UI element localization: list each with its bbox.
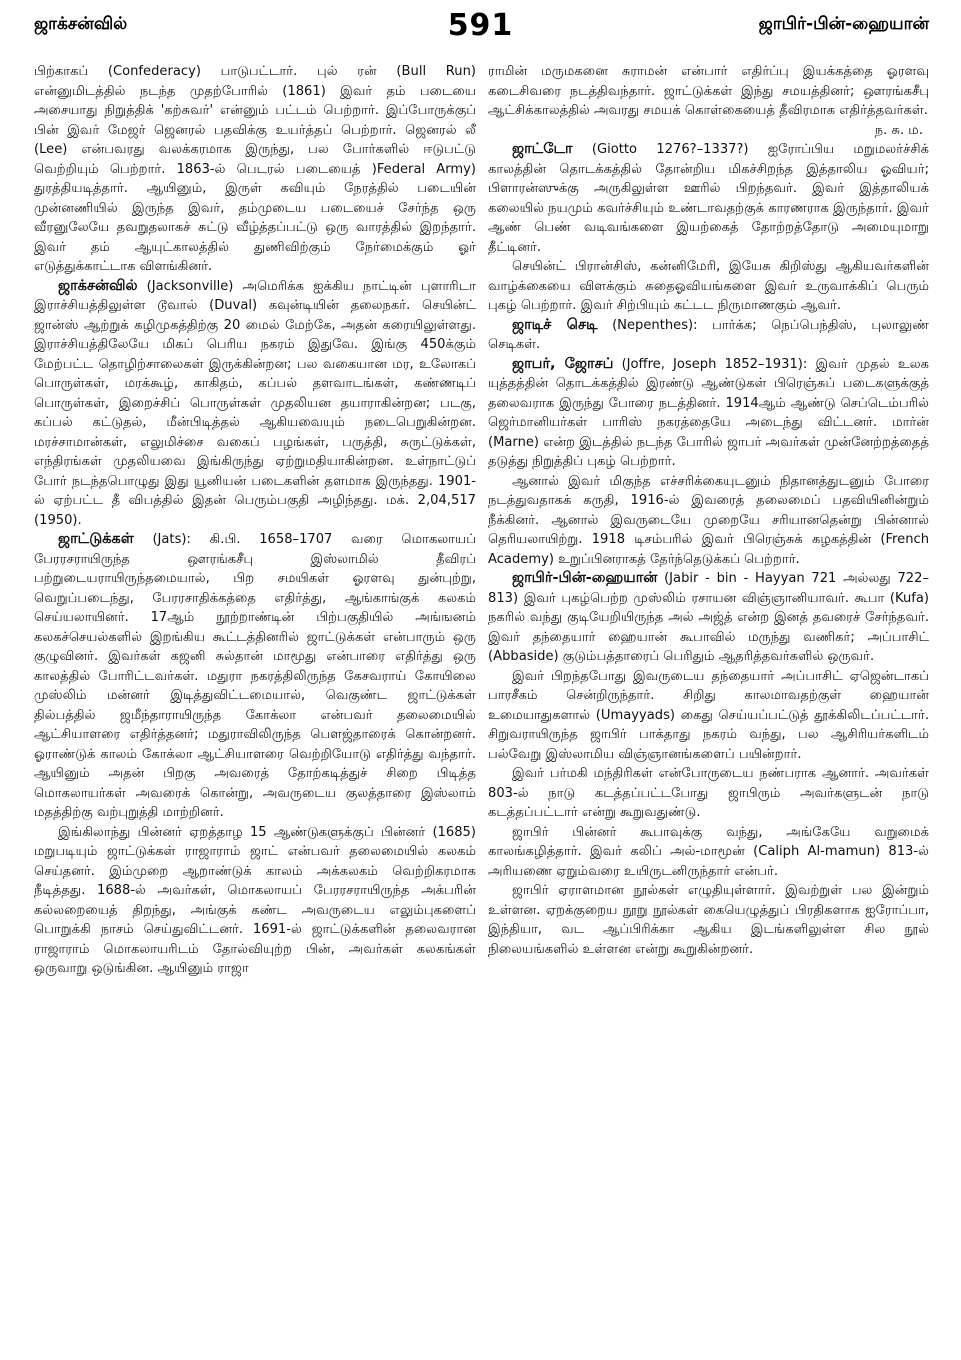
body-paragraph bbox=[488, 881, 929, 959]
header-left-guide-word: ஜாக்சன்வில் bbox=[34, 14, 128, 34]
body-paragraph bbox=[488, 823, 929, 882]
entry-paragraph bbox=[34, 530, 476, 823]
paragraph-text: ராமின் மருமகனை சுராமன் என்பார் எதிர்ப்பு இயக்கத்தை ஓரளவு கடைசிவரை நடத்திவந்தார். ஜாட்டுக்கள் இந்து சமயத்தினர்; ஔரங்கசீபு ஆட்சிக்காலத்தில் அவரது சமயக் கொள்கையைத் தீவிரமாக எதிர்த்தவர்கள். bbox=[488, 64, 929, 118]
entry-headword: ஜாடிச் செடி bbox=[512, 316, 598, 333]
entry-headword: ஜாக்சன்வில் bbox=[58, 277, 138, 294]
entry-headword: ஜாபர், ஜோசப் bbox=[512, 355, 614, 372]
paragraph-text: பிற்காகப் (Confederacy) பாடுபட்டார். புல் ரன் (Bull Run) என்னுமிடத்தில் நடந்த முதற்போரில் (1861) இவர் தம் படையை அசையாது நிறுத்திக் 'கற்சுவர்' என்னும் பட்டம் பெற்றார். இப்போருக்குப் பின் இவர் மேஜர் ஜெனரல் பதவிக்கு உயர்த்தப் பெற்றார். ஜெனரல் லீ (Lee) என்பவரது வலக்கரமாக இருந்து, பல போர்களில் ஈடுபட்டு வெற்றியும் பெற்றார். 1863-ல் பெடரல் படையைத் )Federal Army) துரத்தியடித்தார். ஆயினும், இருள் கவியும் நேரத்தில் படையின் முன்னணியில் இருந்த இவர், தம்முடைய படையைச் சேர்ந்த ஒரு வீரனுலேயே தவறுதலாகச் சுட்டு வீழ்த்தப்பட்டு ஒரு வாரத்தில் இறந்தார். இவர் தம் ஆயுட்காலத்தில் துணிவிற்கும் நேர்மைக்கும் ஓர் எடுத்துக்காட்டாக விளங்கினர். bbox=[34, 64, 476, 274]
entry-paragraph bbox=[488, 140, 929, 257]
paragraph-text: இவர் பிறந்தபோது இவருடைய தந்தையார் அப்பாசிட் ஏஜென்டாகப் பாரசீகம் சென்றிருந்தார். சிறிது காலமாவதற்குள் ஹையான் உமையாதுகளால் (Umayyads) கைது செய்யப்பட்டுத் தூக்கிலிடப்பட்டார். சிறுவராயிருந்த ஜாபிர் பாக்தாது நகரம் வந்து, பல ஆசிரியர்களிடம் பல்வேறு இஸ்லாமிய விஞ்ஞானங்களைப் பயின்றார். bbox=[488, 668, 929, 762]
paragraph-text: (Nepenthes): பார்க்க; நெப்பெந்திஸ், புலாலுண் செடிகள். bbox=[488, 317, 929, 352]
body-paragraph bbox=[488, 472, 929, 570]
body-paragraph bbox=[488, 257, 929, 316]
right-column bbox=[488, 62, 929, 1352]
entry-paragraph bbox=[34, 277, 476, 531]
paragraph-text: செயின்ட் பிரான்சிஸ், கன்னிமேரி, இயேசு கிறிஸ்து ஆகியவர்களின் வாழ்க்கையை விளக்கும் சுதைஓவியங்களை இவர் உருவாக்கிப் பெரும் புகழ் பெற்றார். இவர் சிற்பியும் கட்டட நிருமாணகும் ஆவர். bbox=[488, 259, 929, 313]
entry-paragraph bbox=[488, 569, 929, 667]
header-right-guide-word: ஜாபிர்-பின்-ஹையான் bbox=[758, 14, 929, 34]
paragraph-text: (Joffre, Joseph 1852–1931): இவர் முதல் உலக யுத்தத்தின் தொடக்கத்தில் இரண்டு ஆண்டுகள் பிரெஞ்சுப் படைகளுக்குத் தலைவராக இருந்து போரை நடத்தினர். 1914ஆம் ஆண்டு செப்டெம்பரில் ஜெர்மானியர்கள் பாரிஸ் நகரத்தையே அடைந்து விட்டனர். மார்ன் (Marne) என்ற இடத்தில் நடந்த போரில் ஜாபர் அவர்கள் முன்னேற்றத்தைத் தடுத்து நிறுத்திப் புகழ் பெற்றார். bbox=[488, 356, 929, 469]
body-paragraph bbox=[34, 823, 476, 979]
entry-headword: ஜாபிர்-பின்-ஹையான் bbox=[512, 570, 658, 586]
entry-paragraph bbox=[488, 355, 929, 472]
entry-headword: ஜாட்டுக்கள் bbox=[58, 531, 134, 547]
paragraph-text: ஜாபிர் ஏராளமான நூல்கள் எழுதியுள்ளார். இவற்றுள் பல இன்றும் உள்ளன. ஏறக்குறைய நூறு நூல்கள் கையெழுத்துப் பிரதிகளாக ஐரோப்பா, இந்தியா, வட ஆப்பிரிக்கா ஆகிய இடங்களிலுள்ள சில நூல் நிலையங்களில் உள்ளன என்று கூறுகின்றனர். bbox=[488, 883, 929, 957]
paragraph-text: ஜாபிர் பின்னர் கூபாவுக்கு வந்து, அங்கேயே வறுமைக் காலங்கழித்தார். இவர் கலிப் அல்-மாமூன் (Caliph Al-mamun) 813-ல் அரியணை ஏறும்வரை உயிருடனிருந்தார் என்பர். bbox=[488, 824, 929, 879]
body-paragraph bbox=[488, 62, 929, 121]
paragraph-text: (Jacksonville) அமெரிக்க ஐக்கிய நாட்டின் புளாரிடா இராச்சியத்திலுள்ள டூவால் (Duval) கவுன்டியின் தலைநகர். செயின்ட் ஜான்ஸ் ஆற்றுக் கழிமுகத்திற்கு 20 மைல் மேற்கே, அதன் கரையிலுள்ளது. இராச்சியத்திலேயே மிகப் பெரிய நகரம் இதுவே. இங்கு 450க்கும் மேற்பட்ட தொழிற்சாலைகள் இருக்கின்றன; பல வகையான மர, உலோகப் பொருள்கள், மரக்கூழ், காகிதம், கப்பல் தளவாடங்கள், கண்ணடிப் பொருள்கள், இறைச்சிப் பொருள்கள் முதலியன தயாராகின்றன; படகு, கப்பல் கட்டுதல், மீன்பிடித்தல் ஆகியவையும் நடைபெறுகின்றன. மரச்சாமான்கள், எலுமிச்சை வகைப் பழங்கள், பருத்தி, சுருட்டுக்கள், எந்திரங்கள் முதலியவை இங்கிருந்து ஏற்றுமதியாகின்றன. உள்நாட்டுப் போர் நடந்தபொழுது இது யூனியன் படைகளின் தளமாக இருந்தது. 1901-ல் ஏற்பட்ட தீ விபத்தில் இதன் பெரும்பகுதி அழிந்தது. மக். 2,04,517 (1950). bbox=[34, 278, 476, 528]
page-header bbox=[0, 0, 961, 60]
author-initials: ந. சு. ம. bbox=[874, 122, 923, 138]
entry-headword: ஜாட்டோ bbox=[512, 141, 573, 157]
paragraph-text: ஆனால் இவர் மிகுந்த எச்சரிக்கையுடனும் நிதானத்துடனும் போரை நடத்துவதாகக் கருதி, 1916-ல் இவரைத் தலைமைப் பதவியினின்றும் நீக்கினர். ஆனால் இவருடையே முறையே சரியானதென்று பின்னால் தெரியலாயிற்று. 1918 டிசம்பரில் இவர் பிரெஞ்சுக் கழகத்தின் (French Academy) உறுப்பினராகத் தேர்ந்தெடுக்கப் பெற்றார். bbox=[488, 473, 929, 567]
body-paragraph bbox=[34, 62, 476, 277]
page-number: 591 bbox=[447, 8, 514, 43]
paragraph-text: (Jabir - bin - Hayyan 721 அல்லது 722–813) இவர் புகழ்பெற்ற முஸ்லிம் ரசாயன விஞ்ஞானியாவர். கூபா (Kufa) நகரில் வந்து குடியேறியிருந்த அல் அஜ்த் என்ற இனத் தவரைச் சேர்ந்தவர். இவர் தந்தையார் ஹையான் கூபாவில் மருந்து வணிகர்; அப்பாசிட் (Abbaside) குடும்பத்தாரைப் பெரிதும் ஆதரித்தவர்களில் ஒருவர். bbox=[488, 571, 929, 664]
left-column bbox=[34, 62, 476, 1352]
body-paragraph bbox=[488, 667, 929, 765]
paragraph-text: இவர் பர்மகி மந்திரிகள் என்போருடைய நண்பராக ஆனார். அவர்கள் 803-ல் நாடு கடத்தப்பட்டபோது ஜாபிரும் அவர்களுடன் நாடு கடத்தப்பட்டார் என்று கூறுவதுண்டு. bbox=[488, 766, 929, 820]
paragraph-text: (Jats): கி.பி. 1658–1707 வரை மொகலாயப் பேரரசராயிருந்த ஔரங்கசீபு இஸ்லாமில் தீவிரப் பற்றுடையராயிருந்தமையால், பிற சமயிகள் ஓரளவு துன்புற்று, வெறுப்படைந்து, பேரரசாதிக்கத்தை எதிர்த்து, ஆங்காங்குக் கலகம் செய்யலாயினர். 17ஆம் நூற்றாண்டின் பிற்பகுதியில் அங்ஙனம் கலகச்செயல்களில் இறங்கிய கூட்டத்தினரில் ஜாட்டுக்கள் என்பாரும் ஒரு குழுவினர். இவர்கள் கஜனி சுல்தான் மாமூது என்பாரை எதிர்த்து ஒரு காலத்தில் போரிட்டவர்கள். மதுரா நகரத்திலிருந்த கேசவராய் கோயிலை முஸ்லிம் மன்னர் இடித்துவிட்டமையால், வெகுண்ட ஜாட்டுக்கள் தில்பத்தில் ஜமீந்தாராயிருந்த கோக்லா என்பவர் தலைமையில் ஆட்சியாளரை எதிர்த்தனர்; மதுராவிலிருந்த பௌஜ்தாரைக் கொன்றனர். ஓராண்டுக் காலம் கோக்லா ஆட்சியாளரை வெற்றியோடு எதிர்த்து வந்தார். ஆயினும் அதன் பிறகு அவரைத் தோற்கடித்துச் சிறை பிடித்த மொகலாயர்கள் அவரைக் கொன்று, அவருடைய குலத்தாரை இஸ்லாம் மதத்திற்கு வற்புறுத்தி மாற்றினர். bbox=[34, 532, 476, 820]
paragraph-text: இங்கிலாந்து பின்னர் ஏறத்தாழ 15 ஆண்டுகளுக்குப் பின்னர் (1685) மறுபடியும் ஜாட்டுக்கள் ராஜாராம் ஜாட் என்பவர் தலைமையில் கலகம் செய்தனர். இம்முறை ஆறாண்டுக் காலம் அக்கலகம் வெற்றிகரமாக நீடித்தது. 1688-ல் அவர்கள், மொகலாயப் பேரரசராயிருந்த அக்பரின் கல்லறையைத் திறந்து, அங்குக் கண்ட அவருடைய எலும்புகளைப் பொறுக்கி நாசம் செய்துவிட்டனர். 1691-ல் ஜாட்டுக்களின் தலைவரான ராஜாராம் மொகலாயரிடம் தோல்வியுற்ற பின், அவர்கள் கலகங்கள் ஒருவாறு ஒடுங்கின. ஆயினும் ராஜா bbox=[34, 824, 476, 976]
entry-paragraph bbox=[488, 316, 929, 355]
body-paragraph bbox=[488, 764, 929, 823]
paragraph-text: (Giotto 1276?–1337?) ஐரோப்பிய மறுமலர்ச்சிக் காலத்தின் தொடக்கத்தில் தோன்றிய மிகச்சிறந்த இத்தாலிய ஓவியர்; பிளாரன்ஸுக்கு அருகிலுள்ள ஊரில் பிறந்தவர். இவர் இத்தாலியக் கலையில் நயமும் கவர்ச்சியும் உண்டாவதற்குக் காரணராக இருந்தார். இவர் ஆண் பெண் வடிவங்களை இயற்கைத் தோற்றத்தோடு அமையுமாறு தீட்டினர். bbox=[488, 142, 929, 255]
